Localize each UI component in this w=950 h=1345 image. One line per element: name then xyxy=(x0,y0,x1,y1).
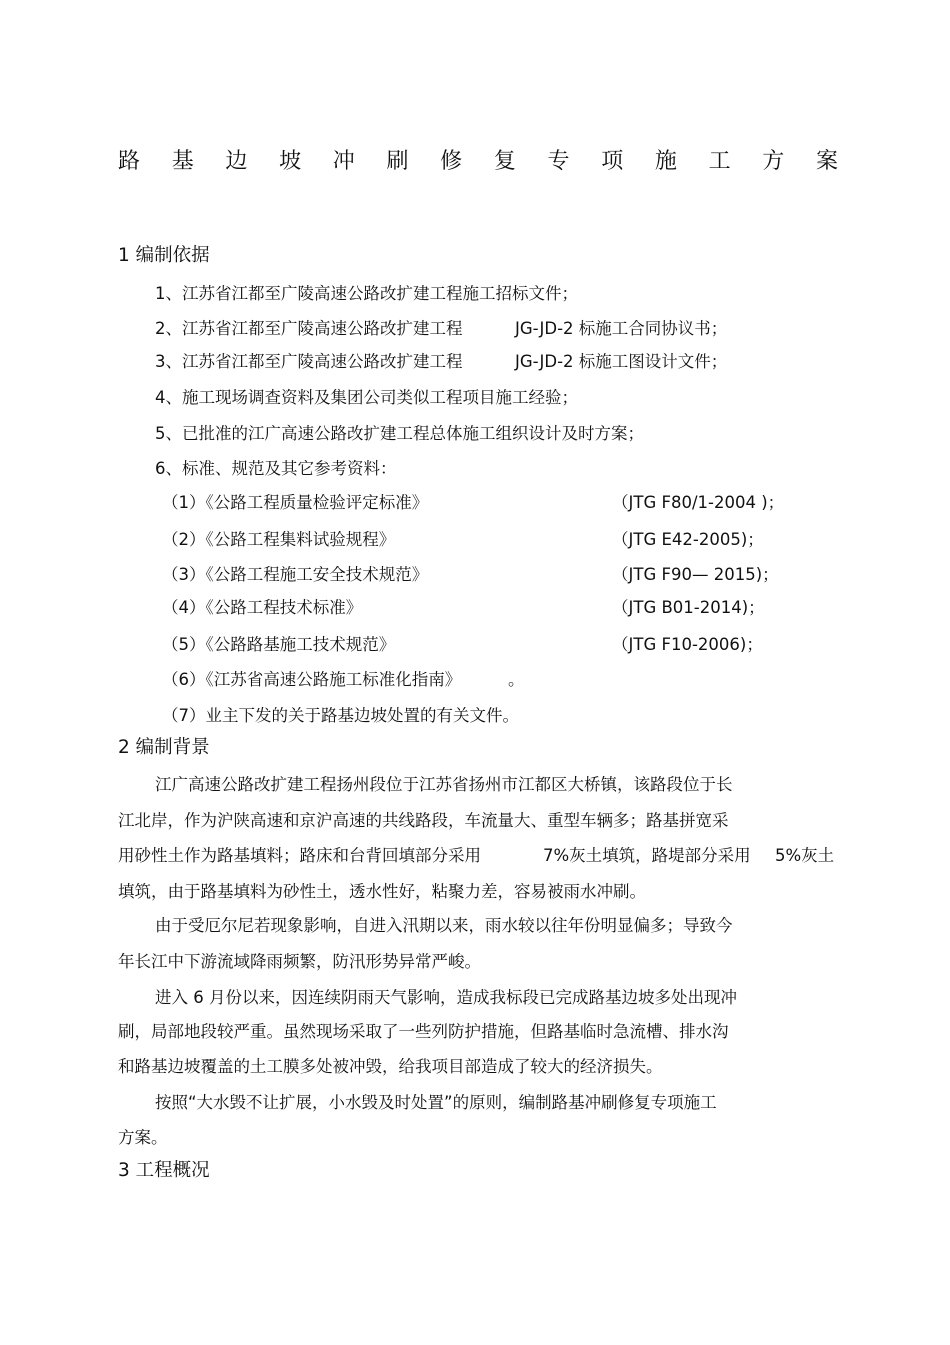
title-char: 施 xyxy=(654,149,677,174)
document-title xyxy=(118,144,838,174)
title-char: 专 xyxy=(547,149,570,174)
body-line: 刷，局部地段较严重。虽然现场采取了一些列防护措施，但路基临时急流槽、排水沟 xyxy=(118,1022,729,1041)
reference-name: （4）《公路工程技术标准》 xyxy=(162,598,363,617)
body-line: 和路基边坡覆盖的土工膜多处被冲毁，给我项目部造成了较大的经济损失。 xyxy=(118,1057,663,1076)
body-line: 填筑，由于路基填料为砂性土，透水性好，粘聚力差，容易被雨水冲刷。 xyxy=(118,882,646,901)
reference-name: （5）《公路路基施工技术规范》 xyxy=(162,635,396,654)
reference-code: （JTG F90— 2015)； xyxy=(612,565,779,584)
title-char: 冲 xyxy=(332,149,355,174)
section-heading-3: 3 工程概况 xyxy=(118,1160,210,1181)
reference-code: 。 xyxy=(508,670,525,689)
reference-code: （JTG B01-2014)； xyxy=(612,598,765,617)
reference-code: （JTG E42-2005)； xyxy=(612,530,764,549)
reference-code: （JTG F10-2006)； xyxy=(612,635,763,654)
basis-item-tail: JG-JD-2 标施工图设计文件； xyxy=(515,352,728,371)
basis-item: 3、江苏省江都至广陵高速公路改扩建工程 xyxy=(155,352,463,371)
body-line: 按照“大水毁不让扩展，小水毁及时处置”的原则，编制路基冲刷修复专项施工 xyxy=(155,1093,717,1112)
basis-item: 1、江苏省江都至广陵高速公路改扩建工程施工招标文件； xyxy=(155,284,578,303)
reference-name: （2）《公路工程集料试验规程》 xyxy=(162,530,396,549)
body-line: 江北岸，作为沪陕高速和京沪高速的共线路段，车流量大、重型车辆多；路基拼宽采 xyxy=(118,811,729,830)
title-char: 工 xyxy=(708,149,731,174)
reference-name: （6）《江苏省高速公路施工标准化指南》 xyxy=(162,670,462,689)
section-heading-1: 1 编制依据 xyxy=(118,245,210,266)
reference-code: （JTG F80/1-2004 )； xyxy=(612,493,785,512)
title-char: 刷 xyxy=(386,149,409,174)
basis-item: 4、施工现场调查资料及集团公司类似工程项目施工经验； xyxy=(155,388,578,407)
body-line: 由于受厄尔尼若现象影响，自进入汛期以来，雨水较以往年份明显偏多；导致今 xyxy=(155,916,733,935)
body-line-fragment: 5%灰土 xyxy=(775,846,835,865)
title-char: 边 xyxy=(225,149,248,174)
title-char: 修 xyxy=(440,149,463,174)
body-line: 进入 6 月份以来，因连续阴雨天气影响，造成我标段已完成路基边坡多处出现冲 xyxy=(155,988,737,1007)
title-char: 项 xyxy=(601,149,624,174)
body-line-fragment: 7%灰土填筑，路堤部分采用 xyxy=(543,846,751,865)
reference-name: （3）《公路工程施工安全技术规范》 xyxy=(162,565,429,584)
reference-name: （1）《公路工程质量检验评定标准》 xyxy=(162,493,429,512)
title-char: 方 xyxy=(762,149,785,174)
title-char: 复 xyxy=(493,149,516,174)
basis-item: 2、江苏省江都至广陵高速公路改扩建工程 xyxy=(155,319,463,338)
section-heading-2: 2 编制背景 xyxy=(118,737,210,758)
basis-item: 5、已批准的江广高速公路改扩建工程总体施工组织设计及时方案； xyxy=(155,424,644,443)
basis-item-tail: JG-JD-2 标施工合同协议书； xyxy=(515,319,728,338)
basis-item: 6、标准、规范及其它参考资料： xyxy=(155,459,397,478)
title-char: 案 xyxy=(815,149,838,174)
title-char: 路 xyxy=(118,149,141,174)
body-line: 用砂性土作为路基填料；路床和台背回填部分采用 xyxy=(118,846,481,865)
title-char: 基 xyxy=(171,149,194,174)
reference-name: （7）业主下发的关于路基边坡处置的有关文件。 xyxy=(162,706,519,725)
body-line: 江广高速公路改扩建工程扬州段位于江苏省扬州市江都区大桥镇，该路段位于长 xyxy=(155,775,733,794)
body-line: 方案。 xyxy=(118,1128,168,1147)
body-line: 年长江中下游流域降雨频繁，防汛形势异常严峻。 xyxy=(118,952,481,971)
title-char: 坡 xyxy=(279,149,302,174)
